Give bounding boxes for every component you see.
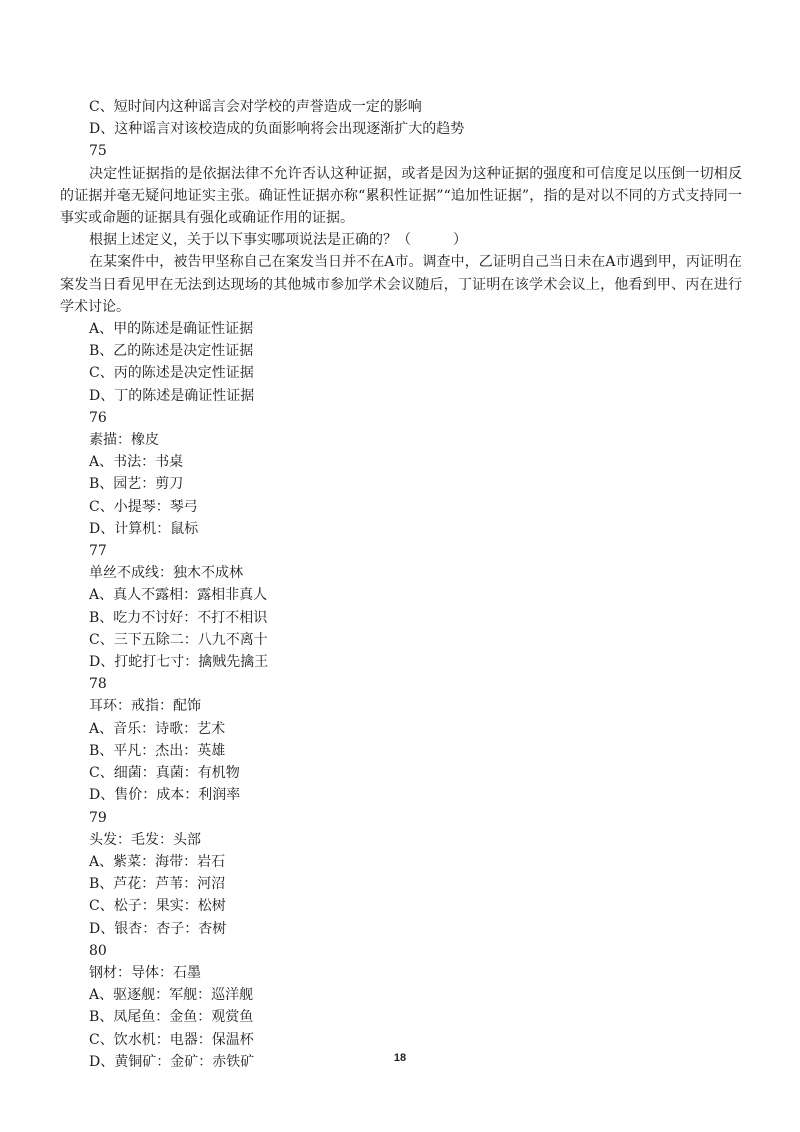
q80-option-b: B、凤尾鱼：金鱼：观赏鱼 bbox=[89, 1009, 254, 1026]
q77-option-b: B、吃力不讨好：不打不相识 bbox=[89, 609, 268, 626]
page-content bbox=[60, 96, 742, 1073]
q78-option-a: A、音乐：诗歌：艺术 bbox=[89, 720, 226, 737]
q75-option-b: B、乙的陈述是决定性证据 bbox=[89, 343, 254, 360]
q75-number: 75 bbox=[89, 143, 107, 160]
q76-number: 76 bbox=[89, 409, 107, 426]
q75-definition: 决定性证据指的是依据法律不允许否认这种证据，或者是因为这种证据的强度和可信度足以压倒一切相反的证据并毫无疑问地证实主张。确证性证据亦称“累积性证据”“追加性证据”，指的是对以不同的方式支持同一事实或命题的证据具有强化或确证作用的证据。 bbox=[60, 165, 742, 227]
page-number: 18 bbox=[393, 1052, 407, 1064]
q80-option-a: A、驱逐舰：军舰：巡洋舰 bbox=[89, 987, 254, 1004]
q76-stem: 素描：橡皮 bbox=[89, 432, 159, 449]
q80-option-c: C、饮水机：电器：保温杯 bbox=[89, 1031, 254, 1048]
q77-option-a: A、真人不露相：露相非真人 bbox=[89, 587, 268, 604]
q78-option-d: D、售价：成本：利润率 bbox=[89, 787, 241, 804]
q78-option-b: B、平凡：杰出：英雄 bbox=[89, 742, 226, 759]
q77-option-d: D、打蛇打七寸：擒贼先擒王 bbox=[89, 654, 269, 671]
q76-option-d: D、计算机：鼠标 bbox=[89, 520, 199, 537]
q77-number: 77 bbox=[89, 543, 107, 560]
q79-number: 79 bbox=[89, 809, 107, 826]
q75-option-a: A、甲的陈述是确证性证据 bbox=[89, 321, 254, 338]
q75-case: 在某案件中，被告甲坚称自己在案发当日并不在A市。调查中，乙证明自己当日未在A市遇到甲，丙证明在案发当日看见甲在无法到达现场的其他城市参加学术会议随后，丁证明在该学术会议上，他看到甲、丙在进行学术讨论。 bbox=[60, 254, 742, 315]
q80-option-d: D、黄铜矿：金矿：赤铁矿 bbox=[89, 1053, 255, 1070]
q80-stem: 钢材：导体：石墨 bbox=[89, 964, 201, 981]
q76-option-c: C、小提琴：琴弓 bbox=[89, 498, 198, 515]
q80-number: 80 bbox=[89, 942, 107, 959]
q75-option-c: C、丙的陈述是决定性证据 bbox=[89, 365, 254, 382]
q78-stem: 耳环：戒指：配饰 bbox=[89, 698, 201, 715]
q79-option-c: C、松子：果实：松树 bbox=[89, 898, 226, 915]
q76-option-a: A、书法：书桌 bbox=[89, 454, 184, 471]
q78-number: 78 bbox=[89, 676, 107, 693]
q79-option-a: A、紫菜：海带：岩石 bbox=[89, 853, 226, 870]
q75-option-d: D、丁的陈述是确证性证据 bbox=[89, 387, 255, 404]
q74-option-c: C、短时间内这种谣言会对学校的声誉造成一定的影响 bbox=[89, 99, 422, 115]
q75-question: 根据上述定义，关于以下事实哪项说法是正确的？（ ） bbox=[89, 232, 467, 249]
q79-option-b: B、芦花：芦苇：河沼 bbox=[89, 876, 226, 893]
q77-option-c: C、三下五除二：八九不离十 bbox=[89, 631, 268, 648]
q77-stem: 单丝不成线：独木不成林 bbox=[89, 565, 243, 582]
q79-stem: 头发：毛发：头部 bbox=[89, 831, 201, 848]
q74-option-d: D、这种谣言对该校造成的负面影响将会出现逐渐扩大的趋势 bbox=[89, 121, 465, 138]
q76-option-b: B、园艺：剪刀 bbox=[89, 476, 184, 493]
q79-option-d: D、银杏：杏子：杏树 bbox=[89, 920, 227, 937]
q78-option-c: C、细菌：真菌：有机物 bbox=[89, 765, 240, 782]
